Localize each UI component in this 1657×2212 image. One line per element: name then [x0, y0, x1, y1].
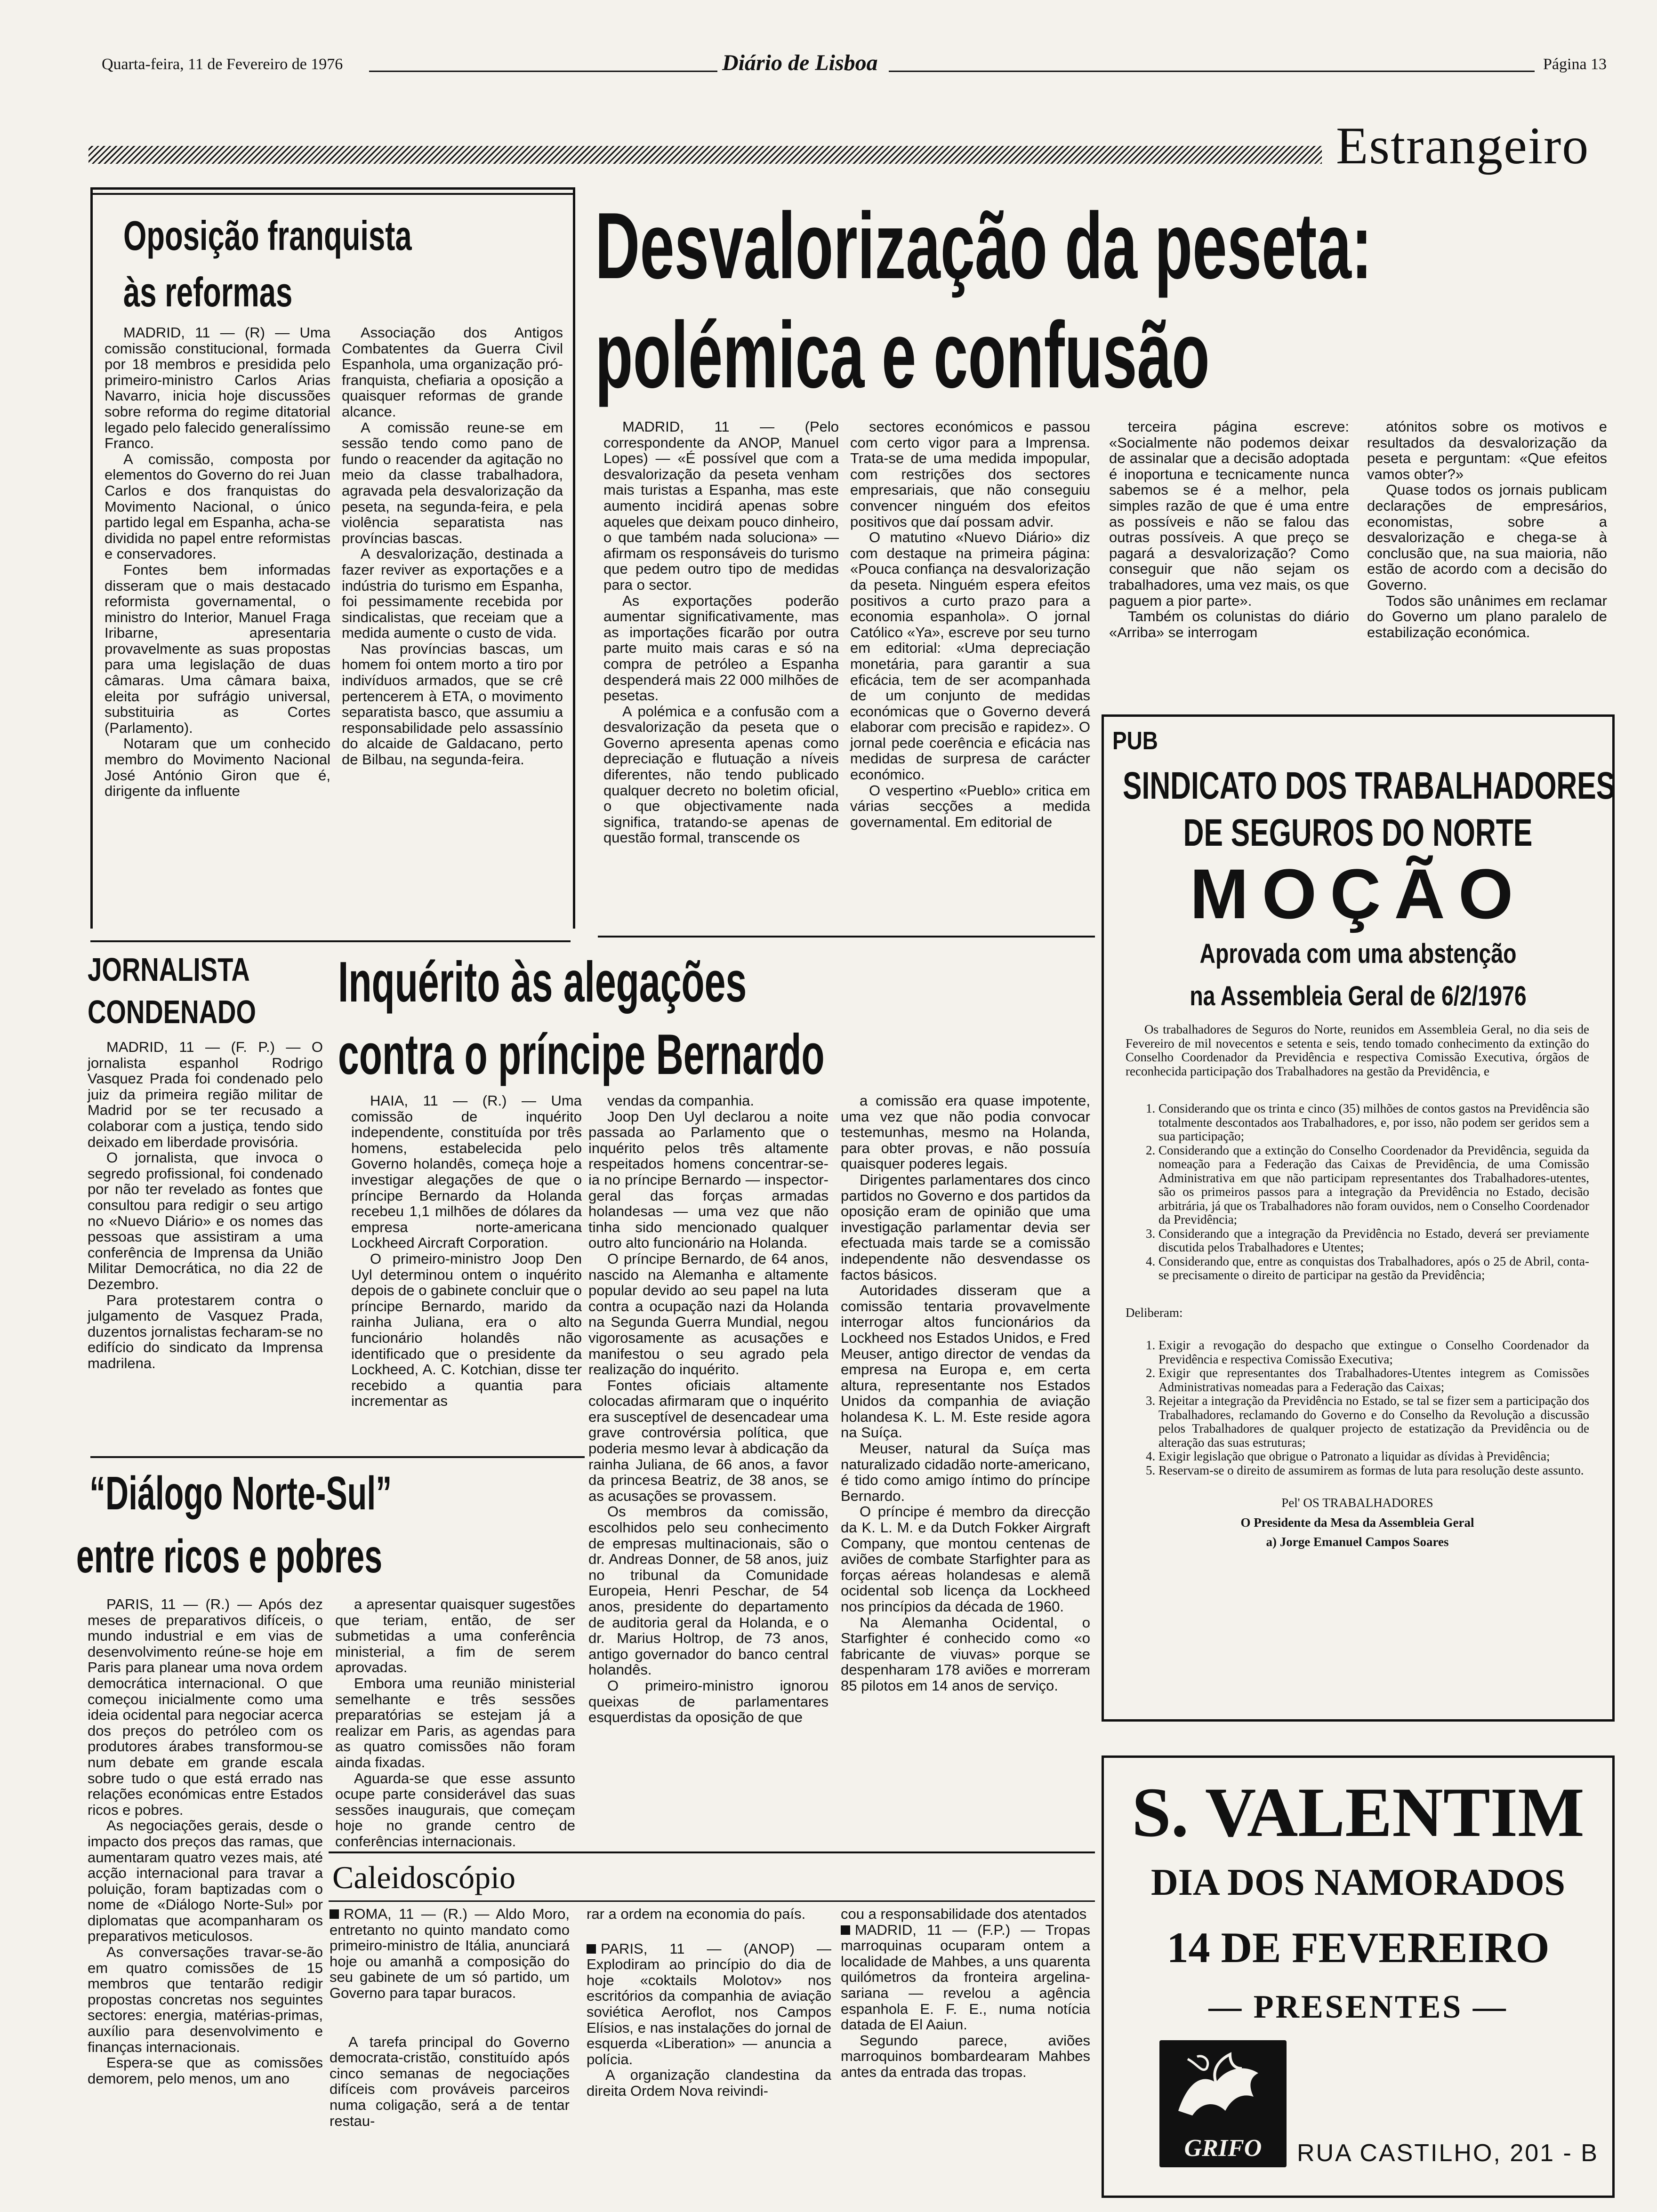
- header-rule-left: [369, 71, 717, 72]
- bullet-icon: [587, 1944, 596, 1954]
- paragraph: As negociações gerais, desde o impacto dos preços das ramas, que aumentaram quatro vezes mais, até acção internacional para travar a poluição, foram baptizadas com o nome de «Diálogo Norte-Sul» por diplomatas que acompanharam os preparativos meticulosos.: [88, 1817, 323, 1945]
- paragraph: Segundo parece, aviões marroquinos bombardearam Mahbes antes da entrada das tropas.: [841, 2032, 1090, 2080]
- header-date: Quarta-feira, 11 de Fevereiro de 1976: [102, 56, 343, 73]
- jornalista-body: [88, 1039, 323, 1467]
- paragraph: Para protestarem contra o julgamento de Vasquez Prada, duzentos jornalistas fecharam-se no edifício do sindicato da Imprensa madrilena.: [88, 1291, 323, 1371]
- oposicao-top-rule: [90, 193, 575, 195]
- valentim-title: S. VALENTIM: [1132, 1773, 1585, 1851]
- masthead: Diário de Lisboa: [722, 50, 878, 75]
- paragraph: Espera-se que as comissões demorem, pelo menos, um ano: [88, 2054, 323, 2087]
- bullet-icon: [330, 1909, 339, 1919]
- grifo-logo: [1159, 2040, 1287, 2167]
- paragraph: MADRID, 11 — (F. P.) — O jornalista espanhol Rodrigo Vasquez Prada foi condenado pelo juiz da primeira região militar de Madrid por se ter recusado a colaborar com a justiça, tendo sido deixado em liberdade provisória.: [88, 1039, 323, 1150]
- paragraph: Meuser, natural da Suíça mas naturalizado cidadão norte-americano, é tido como amigo íntimo do príncipe Bernardo.: [841, 1440, 1090, 1504]
- paragraph: rar a ordem na economia do país.: [587, 1906, 806, 1922]
- paragraph: Embora uma reunião ministerial semelhante e três sessões preparatórias se estejam já a realizar em Paris, as agendas para as quatro comissões não foram ainda fixadas.: [335, 1675, 575, 1771]
- sindicato-title-2: DE SEGUROS DO NORTE: [1183, 811, 1533, 854]
- paragraph: terceira página escreve: «Socialmente não podemos deixar de assinalar que a decisão adoptada é inoportuna e tecnicamente nunca sabemos se é a melhor, pela simples razão de que é uma entre as possíveis e não se falou das outras possíveis. A que preço se pagará a desvalorização? Como conseguir que não sejam os trabalhadores, uma vez mais, os que paguem a pior parte».: [1109, 418, 1349, 609]
- considerandos-list: [1126, 1102, 1589, 1282]
- paragraph: O príncipe Bernardo, de 64 anos, nascido na Alemanha e altamente popular devido ao seu papel na luta contra a ocupação nazi da Holanda na Segunda Guerra Mundial, negou vigorosamente as acusações e manifestou o seu agrado pela realização do inquérito.: [588, 1250, 828, 1378]
- aprovada-line-1: Aprovada com uma abstenção: [1199, 938, 1517, 969]
- peseta-col-3: [1109, 419, 1349, 697]
- dialogo-col-2: [335, 1596, 575, 1850]
- paragraph: Quase todos os jornais publicam declarações de empresários, economistas, sobre a desvalorização e chega-se à conclusão que, na sua maioria, não estão de acordo com a decisão do Governo.: [1367, 481, 1607, 593]
- peseta-col-1: [603, 419, 839, 932]
- paragraph: Fontes oficiais altamente colocadas afirmaram que o inquérito era susceptível de desencadear uma grave controvérsia política, que poderia mesmo levar à abdicação da rainha Juliana, de 66 anos, a favor da princesa Beatriz, de 38 anos, se as acusações se provassem.: [588, 1377, 828, 1504]
- paragraph: O vespertino «Pueblo» critica em várias secções a medida governamental. Em editorial de: [850, 782, 1090, 830]
- ad-pub-label: PUB: [1112, 727, 1158, 755]
- section-title: Estrangeiro: [1336, 117, 1590, 175]
- peseta-headline-2: polémica e confusão: [595, 303, 1210, 408]
- paragraph: Autoridades disseram que a comissão tentaria provavelmente interrogar altos funcionários da Lockheed nos Estados Unidos, e Fred Meuser, antigo director de vendas da empresa na Europa e, em certa altura, representante nos Estados Unidos da companhia de aviação holandesa K. L. M. Este reside agora na Suíça.: [841, 1282, 1090, 1441]
- news-item: ROMA, 11 — (R.) — Aldo Moro, entretanto no quinto mandato como primeiro-ministro de Itália, anunciará hoje ou amanhã a composição do seu gabinete de um só partido, um Governo para tapar buracos.: [330, 1906, 570, 2001]
- mocao-body: [1126, 1023, 1589, 1700]
- deliberacoes-list: [1126, 1338, 1589, 1477]
- caleidoscopio-col-2: [587, 1906, 831, 2207]
- sindicato-ad: [1102, 714, 1615, 1722]
- caleidoscopio-title: Caleidoscópio: [332, 1859, 516, 1895]
- oposicao-headline-1: Oposição franquista: [123, 212, 412, 259]
- paragraph: HAIA, 11 — (R.) — Uma comissão de inquérito independente, constituída por três homens, estabelecida pelo Governo holandês, começa hoje a investigar alegações de que o príncipe Bernardo da Holanda recebeu 1,1 milhões de dólares da empresa norte-americana Lockheed Aircraft Corporation.: [351, 1092, 582, 1251]
- aprovada-line-2: na Assembleia Geral de 6/2/1976: [1190, 981, 1527, 1011]
- paragraph: [587, 1941, 831, 2068]
- peseta-col-2: [850, 419, 1090, 932]
- dialogo-headline-1: “Diálogo Norte-Sul”: [89, 1467, 392, 1520]
- paragraph: Dirigentes parlamentares dos cinco partidos no Governo e dos partidos da oposição eram de opinião que uma investigação parlamentar devia ser efectuada mais tarde se a comissão independente não desvendasse os factos básicos.: [841, 1171, 1090, 1283]
- peseta-headline-1: Desvalorização da peseta:: [595, 193, 1372, 298]
- deliberacao-item: 5. Reservam-se o direito de assumirem as formas de luta para resolução deste assunto.: [1158, 1464, 1589, 1478]
- paragraph: cou a responsabilidade dos atentados: [841, 1906, 1087, 1922]
- peseta-col-4: [1367, 419, 1607, 697]
- paragraph: Também os colunistas do diário «Arriba» se interrogam: [1109, 608, 1349, 641]
- paragraph: O matutino «Nuevo Diário» diz com destaque na primeira página: «Pouca confiança na desvalorização da peseta. Ninguém espera efeitos positivos a curto prazo para a economia espanhola». O jornal Católico «Ya», escreve por seu turno em editorial: «Uma depreciação monetária, para garantir a sua eficácia, tem de ser acompanhada de um conjunto de medidas económicas que o Governo deverá elaborar com precisão e rapidez». O jornal pede coerência e eficácia nas medidas de surpresa de carácter económico.: [850, 529, 1090, 783]
- paragraph: [841, 1922, 1090, 2033]
- considerando-item: 3. Considerando que a integração da Previdência no Estado, deverá ser previamente discutida pelos Trabalhadores e Utentes;: [1158, 1227, 1589, 1255]
- paragraph: Todos são unânimes em reclamar do Governo um plano paralelo de estabilização económica.: [1367, 592, 1607, 641]
- paragraph: a comissão era quase impotente, uma vez que não podia convocar testemunhas, mesmo na Holanda, para obter provas, e não possuía quaisquer poderes legais.: [841, 1092, 1090, 1172]
- bernardo-headline-1: Inquérito às alegações: [338, 950, 747, 1014]
- bernardo-headline-2: contra o príncipe Bernardo: [338, 1022, 825, 1086]
- paragraph: MADRID, 11 — (R) — Uma comissão constitucional, formada por 18 membros e presidida pelo primeiro-ministro Carlos Arias Navarro, inicia hoje discussões sobre reforma do regime ditatorial legado pelo falecido generalíssimo Franco.: [105, 324, 330, 452]
- paragraph: Notaram que um conhecido membro do Movimento Nacional José António Giron que é, dirigente da influente: [105, 735, 330, 800]
- griffin-icon: [1159, 2040, 1287, 2134]
- paragraph: O príncipe é membro da direcção da K. L. M. e da Dutch Fokker Airgraft Company, que montou centenas de aviões de combate Starfighter para as forças aéreas holandesas e alemã ocidental sob licença da Lockheed nos princípios da década de 1960.: [841, 1503, 1090, 1615]
- paragraph: Fontes bem informadas disseram que o mais destacado reformista governamental, o ministro do Interior, Manuel Fraga Iribarne, apresentaria provavelmente as suas propostas para uma legislação de duas câmaras. Uma câmara baixa, eleita por sufrágio universal, substituiria as Cortes (Parlamento).: [105, 561, 330, 736]
- deliberacao-item: 2. Exigir que representantes dos Trabalhadores-Utentes integrem as Comissões Administrativas nomeadas para a Federação das Caixas;: [1158, 1366, 1589, 1394]
- header-page-number: Página 13: [1543, 56, 1607, 73]
- paragraph: Joop Den Uyl declarou a noite passada ao Parlamento que o inquérito pelos três altamente respeitados homens concentrar-se-ia no príncipe Bernardo — inspector-geral das forças armadas holandesas — uma vez que não tinha sido mencionado qualquer outro alto funcionário na Holanda.: [588, 1108, 828, 1251]
- paragraph: Na Alemanha Ocidental, o Starfighter é conhecido como «o fabricante de viuvas» porque se despenharam 178 aviões e morreram 85 pilotos em 14 anos de serviço.: [841, 1614, 1090, 1694]
- paragraph: MADRID, 11 — (Pelo correspondente da ANOP, Manuel Lopes) — «É possível que com a desvalorização da peseta venham mais turistas a Espanha, mas este aumento incidirá apenas sobre aqueles que deixam pouco dinheiro, o que também nada soluciona» — afirmam os responsáveis do turismo que pedem outro tipo de medidas para o sector.: [603, 418, 839, 593]
- paragraph: PARIS, 11 — (R.) — Após dez meses de preparativos difíceis, o mundo industrial e em vias de desenvolvimento reúne-se hoje em Paris para planear uma nova ordem democrática internacional. O que começou inicialmente como uma ideia ocidental para negociar acerca dos preços do petróleo com os produtores árabes transformou-se num debate em grande escala sobre tudo o que está errado nas relações económicas entre Estados ricos e pobres.: [88, 1596, 323, 1818]
- news-item: PARIS, 11 — (ANOP) — Explodiram ao princípio do dia de hoje «coktails Molotov» nos escritórios da companhia de aviação soviética Aeroflot, nos Campos Elísios, e nas instalações do jornal de esquerda «Liberation» — anuncia a polícia.: [587, 1940, 831, 2068]
- paragraph: vendas da companhia.: [607, 1092, 754, 1109]
- paragraph: Aguarda-se que esse assunto ocupe parte considerável das suas sessões inaugurais, que começam hoje no grande centro de conferências internacionais.: [335, 1770, 575, 1850]
- jornalista-headline-2: CONDENADO: [88, 994, 256, 1030]
- valentim-address: RUA CASTILHO, 201 - B: [1297, 2140, 1599, 2167]
- paragraph: Os membros da comissão, escolhidos pelo seu conhecimento de empresas multinacionais, são o dr. Andreas Donner, de 58 anos, juiz no tribunal da Comunidade Europeia, Henri Peschar, de 54 anos, presidente do departamento de auditoria geral da Holanda, e o dr. Marius Holtrop, de 73 anos, antigo governador do banco central holandês.: [588, 1503, 828, 1678]
- paragraph: A polémica e a confusão com a desvalorização da peseta que o Governo apresenta apenas como depreciação e flutuação a níveis diferentes, não tendo publicado qualquer decreto no boletim oficial, o que objectivamente nada significa, tratando-se apenas de questão formal, transcende os: [603, 703, 839, 846]
- peseta-bottom-rule: [598, 936, 1095, 938]
- page-header: [0, 0, 1657, 85]
- deliberacao-item: 1. Exigir a revogação do despacho que extingue o Conselho Coordenador da Previdência e respectiva Comissão Executiva;: [1158, 1338, 1589, 1366]
- paragraph: A tarefa principal do Governo democrata-cristão, constituído após cinco semanas de negociações difíceis com prováveis parceiros numa coligação, será a de tentar restau-: [330, 2033, 570, 2129]
- bernardo-col-2: [588, 1093, 828, 1832]
- deliberacao-item: 3. Rejeitar a integração da Previdência no Estado, se tal se fizer sem a participação dos Trabalhadores, reclamando do Governo e do Conselho da Revolução a discussão pelos Trabalhadores de qualquer projecto de estatização da Previdência ou de alteração das suas estruturas;: [1158, 1394, 1589, 1450]
- mocao-title: MOÇÃO: [1190, 854, 1527, 933]
- paragraph: sectores económicos e passou com certo vigor para a Imprensa. Trata-se de uma medida impopular, com restrições dos sectores empresariais, que não conseguiu convencer ninguém dos efeitos positivos que daí possam advir.: [850, 418, 1090, 530]
- considerando-item: 1. Considerando que os trinta e cinco (35) milhões de contos gastos na Previdência são totalmente descontados aos Trabalhadores, e, por isso, não podem ser geridos sem a sua participação;: [1158, 1102, 1589, 1144]
- paragraph: A comissão, composta por elementos do Governo do rei Juan Carlos e dos franquistas do Movimento Nacional, o único partido legal em Espanha, acha-se dividida no papel entre reformistas e conservadores.: [105, 450, 330, 562]
- deliberacao-item: 4. Exigir legislação que obrigue o Patronato a liquidar as dívidas à Previdência;: [1158, 1450, 1589, 1464]
- paragraph: Associação dos Antigos Combatentes da Guerra Civil Espanhola, uma organização pró-franquista, chefiaria a oposição a quaisquer reformas de grande alcance.: [342, 324, 563, 420]
- bernardo-col-1: [351, 1093, 582, 1469]
- caleidoscopio-col-3: [841, 1906, 1090, 2207]
- paragraph: O primeiro-ministro Joop Den Uyl determinou ontem o inquérito depois de o gabinete concluir que o príncipe Bernardo, marido da rainha Juliana, era o alto funcionário holandês não identificado que o presidente da Lockheed, A. C. Kotchian, disse ter recebido a quantia para incrementar as: [351, 1250, 582, 1410]
- valentim-line-4: — PRESENTES —: [1208, 1989, 1508, 2025]
- paragraph: A comissão reune-se em sessão tendo como pano de fundo o reacender da agitação no meio da classe trabalhadora, agravada pela desvalorização da peseta, na segunda-feira, e pela violência separatista nas províncias bascas.: [342, 419, 563, 546]
- dialogo-headline-2: entre ricos e pobres: [76, 1530, 383, 1583]
- oposicao-col-2: [342, 325, 563, 918]
- paragraph: O primeiro-ministro ignorou queixas de parlamentares esquerdistas da oposição de que: [588, 1677, 828, 1726]
- caleidoscopio-title-rule: [329, 1900, 1095, 1902]
- grifo-logo-text: GRIFO: [1184, 2135, 1262, 2162]
- signature-2: O Presidente da Mesa da Assembleia Geral: [1240, 1515, 1474, 1530]
- signature-3: a) Jorge Emanuel Campos Soares: [1266, 1535, 1449, 1549]
- oposicao-headline-2: às reformas: [123, 269, 293, 315]
- caleidoscopio-top-rule: [329, 1851, 1095, 1853]
- paragraph: As conversações travar-se-ão em quatro comissões de 15 membros que tentarão redigir propostas concretas nos seguintes sectores: energia, matérias-primas, auxílio para desenvolvimento e finanças internacionais.: [88, 1944, 323, 2055]
- news-item: MADRID, 11 — (F.P.) — Tropas marroquinas ocuparam ontem a localidade de Mahbes, a uns quarenta quilómetros da fronteira argelina-sariana — revelou a agência espanhola E. F. E., numa notícia datada de El Aaiun.: [841, 1921, 1090, 2033]
- valentim-line-3: 14 DE FEVEREIRO: [1166, 1923, 1550, 1972]
- considerando-item: 4. Considerando que, entre as conquistas dos Trabalhadores, após o 25 de Abril, conta-se precisamente o direito de participar na gestão da Previdência;: [1158, 1255, 1589, 1282]
- sindicato-title-1: SINDICATO DOS TRABALHADORES: [1123, 764, 1616, 807]
- dialogo-top-rule: [90, 1456, 585, 1458]
- paragraph: A organização clandestina da direita Ordem Nova reivindi-: [587, 2067, 831, 2099]
- jornalista-headline-1: JORNALISTA: [88, 951, 250, 988]
- signature-1: Pel' OS TRABALHADORES: [1281, 1496, 1433, 1510]
- dialogo-col-1: [88, 1596, 323, 2208]
- deliberam-label: Deliberam:: [1126, 1305, 1183, 1320]
- paragraph: [330, 1906, 570, 2001]
- section-hatch-bar: [88, 146, 1322, 164]
- header-rule-right: [889, 71, 1535, 72]
- mocao-intro: Os trabalhadores de Seguros do Norte, reunidos em Assembleia Geral, no dia seis de Fevereiro de mil novecentos e setenta e seis, tendo tomado conhecimento da extinção do Conselho Coordenador da Previdência e respectiva Comissão Executiva, órgãos de reconhecida participação dos Trabalhadores na gestão da Previdência, e: [1126, 1022, 1589, 1078]
- valentim-ad: [1102, 1755, 1615, 2198]
- bullet-icon: [841, 1925, 850, 1935]
- paragraph: As exportações poderão aumentar significativamente, mas as importações ficarão por outra parte muito mais caras e só na compra de petróleo a Espanha despenderá mais 22 000 milhões de pesetas.: [603, 592, 839, 704]
- oposicao-col-1: [105, 325, 330, 913]
- caleidoscopio-col-1: [330, 1906, 570, 2207]
- bernardo-col-3: [841, 1093, 1090, 1832]
- paragraph: a apresentar quaisquer sugestões que teriam, então, de ser submetidas a uma conferência ministerial, a fim de serem aprovadas.: [335, 1596, 575, 1676]
- paragraph: A desvalorização, destinada a fazer reviver as exportações e a indústria do turismo em Espanha, foi pessimamente recebida por sindicalistas, que receiam que a medida aumente o custo de vida.: [342, 545, 563, 641]
- paragraph: O jornalista, que invoca o segredo profissional, foi condenado por não ter revelado as fontes que consultou para redigir o seu artigo no «Nuevo Diário» e os nomes das pessoas que assistiram a uma conferência de Imprensa da União Militar Democrática, no dia 22 de Dezembro.: [88, 1149, 323, 1292]
- paragraph: atónitos sobre os motivos e resultados da desvalorização da peseta e perguntam: «Que efeitos vamos obter?»: [1367, 418, 1607, 482]
- considerando-item: 2. Considerando que a extinção do Conselho Coordenador da Previdência, seguida da nomeação para a Federação das Caixas de Previdência, de uma Comissão Administrativa em que não participam representantes dos Trabalhadores-utentes, são os primeiros passos para a integração da Previdência no Estado, decisão arbitrária, já que os Trabalhadores não foram ouvidos, nem o Conselho Coordenador da Previdência;: [1158, 1144, 1589, 1227]
- jornalista-top-rule: [90, 940, 571, 942]
- valentim-line-2: DIA DOS NAMORADOS: [1150, 1862, 1566, 1903]
- paragraph: Nas províncias bascas, um homem foi ontem morto a tiro por indivíduos armados, que se crê pertencerem à ETA, o movimento separatista basco, que assumiu a responsabilidade pelo assassínio do alcaide de Galdacano, perto de Bilbau, na segunda-feira.: [342, 640, 563, 768]
